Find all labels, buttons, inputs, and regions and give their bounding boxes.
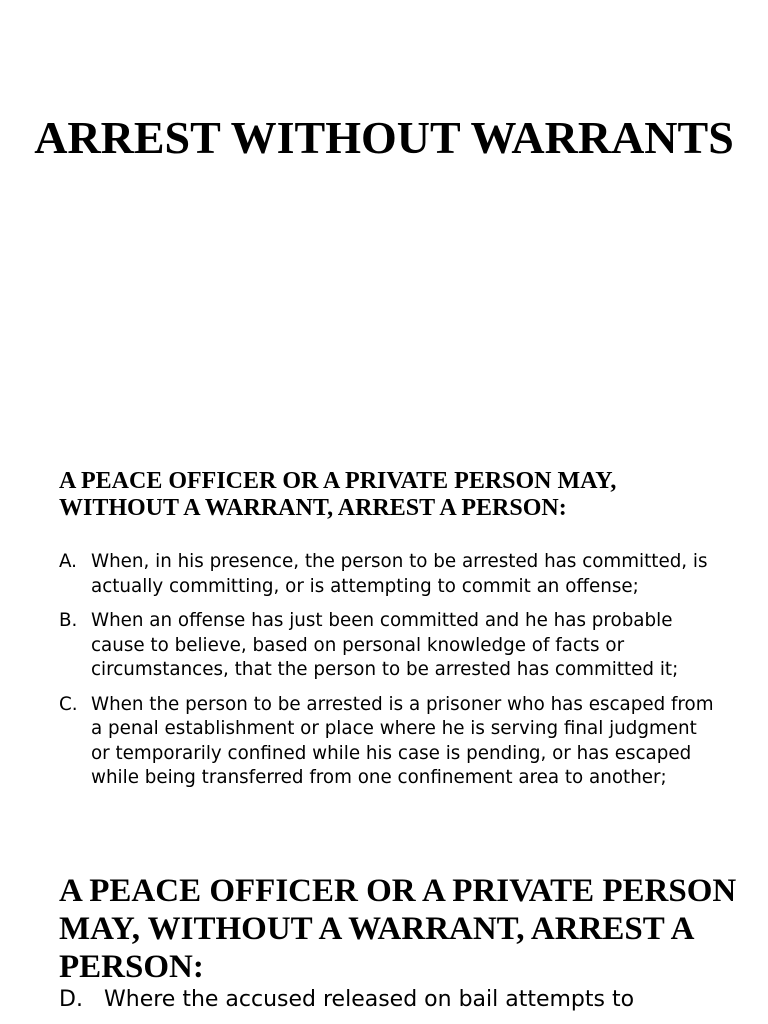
clause-text: Where the accused released on bail attempts to: [104, 987, 635, 1012]
clause-letter: C.: [59, 693, 78, 715]
clause-letter: A.: [59, 551, 77, 572]
content-slide-arrest-grounds: [0, 432, 768, 842]
clause-list: [59, 550, 719, 801]
title-slide: [0, 0, 768, 432]
slide-heading: A PEACE OFFICER OR A PRIVATE PERSON MAY, WITHOUT A WARRANT, ARREST A PERSON:: [59, 873, 737, 985]
clause-list: [59, 985, 719, 1024]
clause-item-c: [59, 693, 719, 791]
clause-letter: D.: [59, 987, 83, 1012]
slide-heading: A PEACE OFFICER OR A PRIVATE PERSON MAY, WITHOUT A WARRANT, ARREST A PERSON:: [59, 468, 617, 521]
clause-item-b: [59, 609, 719, 683]
content-slide-arrest-grounds-continued: [0, 842, 768, 1024]
clause-text: When, in his presence, the person to be arrested has committed, is actually committing, or is attempting to commit an offense;: [91, 551, 708, 597]
clause-item-a: [59, 550, 719, 599]
clause-item-d: [59, 985, 719, 1014]
clause-letter: B.: [59, 610, 78, 631]
clause-text: When the person to be arrested is a prisoner who has escaped from a penal establishment or place where he is serving final judgment or temporarily confined while his case is pending, or has escaped while being transferred from one confinement area to another;: [91, 693, 714, 788]
clause-text: When an offense has just been committed and he has probable cause to believe, based on personal knowledge of facts or circumstances, that the person to be arrested has committed it;: [91, 610, 679, 680]
slide-title: ARREST WITHOUT WARRANTS: [34, 112, 734, 163]
